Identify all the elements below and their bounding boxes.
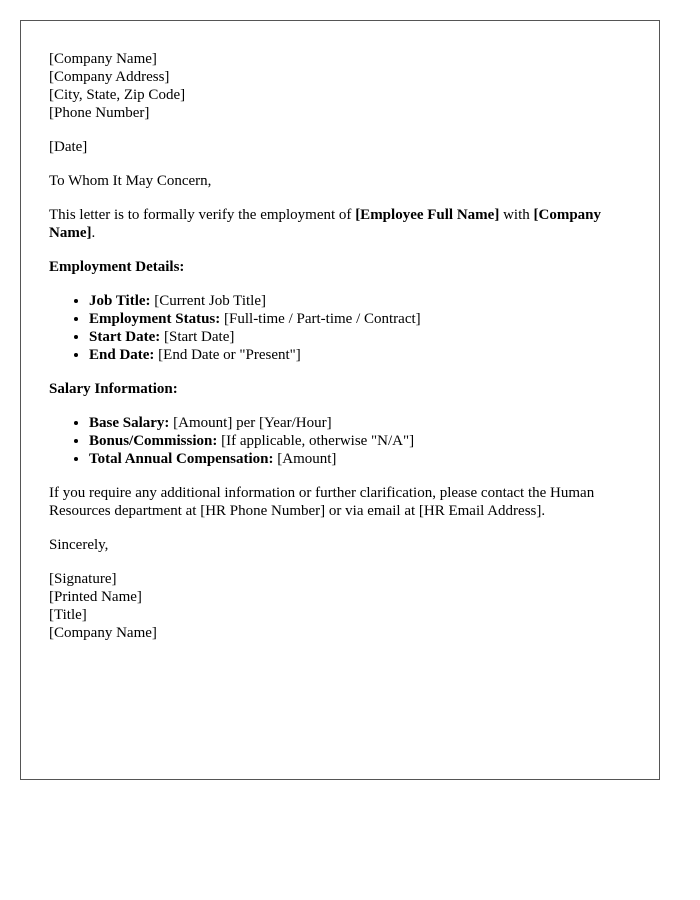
intro-paragraph xyxy=(49,206,631,242)
list-item xyxy=(89,328,631,346)
employee-full-name: [Employee Full Name] xyxy=(355,207,500,223)
employment-verification-letter xyxy=(20,20,660,780)
list-item xyxy=(89,346,631,364)
list-item xyxy=(89,292,631,310)
employment-details-list xyxy=(49,292,631,364)
job-title-label: Job Title: xyxy=(89,293,151,309)
salary-information-heading: Salary Information: xyxy=(49,381,178,397)
sender-company-address: [Company Address] xyxy=(49,69,170,85)
start-date-label: Start Date: xyxy=(89,329,161,345)
title-line: [Title] xyxy=(49,607,87,623)
list-item xyxy=(89,432,631,450)
list-item xyxy=(89,310,631,328)
printed-name-line: [Printed Name] xyxy=(49,589,142,605)
sender-company-name: [Company Name] xyxy=(49,51,157,67)
letter-date: [Date] xyxy=(49,139,88,155)
job-title-value: [Current Job Title] xyxy=(150,293,266,309)
salutation: To Whom It May Concern, xyxy=(49,173,212,189)
start-date-value: [Start Date] xyxy=(160,329,235,345)
bonus-commission-value: [If applicable, otherwise "N/A"] xyxy=(217,433,415,449)
signature-company-name: [Company Name] xyxy=(49,625,157,641)
base-salary-value: [Amount] per [Year/Hour] xyxy=(169,415,332,431)
total-compensation-label: Total Annual Compensation: xyxy=(89,451,274,467)
signature-line: [Signature] xyxy=(49,571,117,587)
intro-company-name: [Company Name] xyxy=(49,207,602,241)
salary-information-list xyxy=(49,414,631,468)
list-item xyxy=(89,414,631,432)
employment-details-heading: Employment Details: xyxy=(49,259,185,275)
bonus-commission-label: Bonus/Commission: xyxy=(89,433,218,449)
intro-text-after: . xyxy=(91,225,96,241)
employment-status-label: Employment Status: xyxy=(89,311,221,327)
employment-status-value: [Full-time / Part-time / Contract] xyxy=(220,311,421,327)
end-date-value: [End Date or "Present"] xyxy=(154,347,301,363)
base-salary-label: Base Salary: xyxy=(89,415,170,431)
list-item xyxy=(89,450,631,468)
sender-phone-number: [Phone Number] xyxy=(49,105,150,121)
closing-paragraph: If you require any additional information or further clarification, please contact the Human Resources department at [HR Phone Number] or via email at [HR Email Address]. xyxy=(49,485,595,519)
total-compensation-value: [Amount] xyxy=(273,451,337,467)
end-date-label: End Date: xyxy=(89,347,155,363)
signature-block xyxy=(49,570,631,642)
intro-text-middle: with xyxy=(499,207,534,223)
intro-text-before: This letter is to formally verify the employment of xyxy=(49,207,356,223)
sender-city-state-zip: [City, State, Zip Code] xyxy=(49,87,186,103)
sender-address-block xyxy=(49,50,631,122)
sign-off: Sincerely, xyxy=(49,537,109,553)
